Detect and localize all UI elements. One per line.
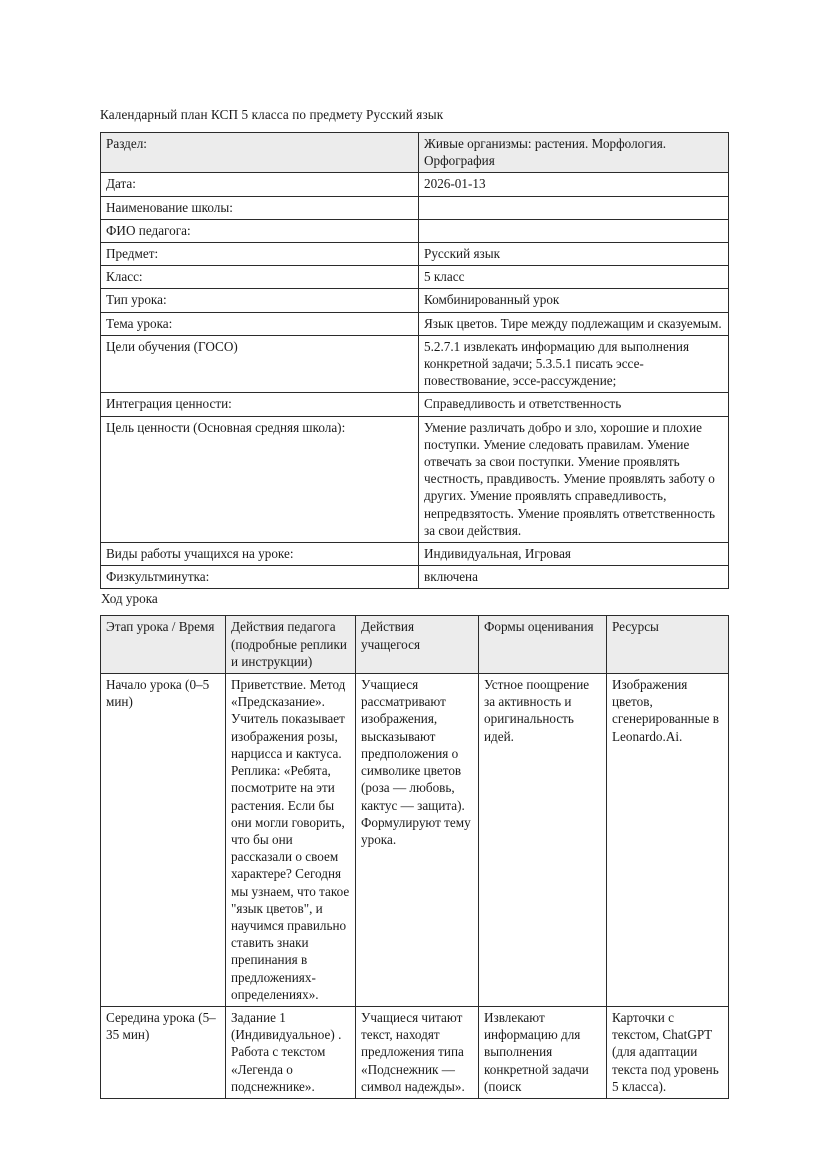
student-actions-cell: Учащиеся читают текст, находят предложения типа «Подснежник — символ надежды». bbox=[356, 1006, 479, 1098]
info-row-value: Русский язык bbox=[419, 243, 729, 266]
info-row-label: Интеграция ценности: bbox=[101, 393, 419, 416]
info-row-label: Тема урока: bbox=[101, 312, 419, 335]
info-row-value: 5 класс bbox=[419, 266, 729, 289]
table-row bbox=[101, 219, 729, 242]
info-row-label: ФИО педагога: bbox=[101, 219, 419, 242]
column-header: Действия педагога (подробные реплики и инструкции) bbox=[226, 616, 356, 674]
info-row-value: Живые организмы: растения. Морфология. Орфография bbox=[419, 133, 729, 173]
info-row-value: 2026-01-13 bbox=[419, 173, 729, 196]
table-row bbox=[101, 566, 729, 589]
info-row-value: Комбинированный урок bbox=[419, 289, 729, 312]
column-header: Ресурсы bbox=[607, 616, 729, 674]
lesson-info-table bbox=[100, 132, 729, 589]
page-title: Календарный план КСП 5 класса по предмету Русский язык bbox=[100, 107, 444, 122]
info-row-label: Цель ценности (Основная средняя школа): bbox=[101, 416, 419, 542]
table-row bbox=[101, 312, 729, 335]
info-row-label: Тип урока: bbox=[101, 289, 419, 312]
info-row-value: Справедливость и ответственность bbox=[419, 393, 729, 416]
assessment-cell: Устное поощрение за активность и оригинальность идей. bbox=[479, 674, 607, 1007]
lesson-info-body bbox=[101, 133, 729, 589]
table-row bbox=[101, 173, 729, 196]
column-header: Формы оценивания bbox=[479, 616, 607, 674]
info-row-value bbox=[419, 196, 729, 219]
student-actions-cell: Учащиеся рассматривают изображения, высказывают предположения о символике цветов (роза — любовь, кактус — защита). Формулируют тему урока. bbox=[356, 674, 479, 1007]
info-row-label: Раздел: bbox=[101, 133, 419, 173]
table-row bbox=[101, 674, 729, 1007]
table-row bbox=[101, 393, 729, 416]
info-row-label: Виды работы учащихся на уроке: bbox=[101, 543, 419, 566]
info-row-label: Дата: bbox=[101, 173, 419, 196]
table-row bbox=[101, 133, 729, 173]
stage-cell: Середина урока (5–35 мин) bbox=[101, 1006, 226, 1098]
resources-cell: Карточки с текстом, ChatGPT (для адаптации текста под уровень 5 класса). bbox=[607, 1006, 729, 1098]
stage-cell: Начало урока (0–5 мин) bbox=[101, 674, 226, 1007]
lesson-flow-body bbox=[101, 674, 729, 1099]
teacher-actions-cell: Задание 1 (Индивидуальное) . Работа с текстом «Легенда о подснежнике». bbox=[226, 1006, 356, 1098]
info-row-label: Наименование школы: bbox=[101, 196, 419, 219]
info-row-label: Класс: bbox=[101, 266, 419, 289]
table-row bbox=[101, 416, 729, 542]
info-row-value: Язык цветов. Тире между подлежащим и сказуемым. bbox=[419, 312, 729, 335]
info-row-label: Физкультминутка: bbox=[101, 566, 419, 589]
teacher-actions-cell: Приветствие. Метод «Предсказание». Учитель показывает изображения розы, нарцисса и кактуса. Реплика: «Ребята, посмотрите на эти растения. Если бы они могли говорить, что бы они рассказали о своем характере? Сегодня мы узнаем, что такое "язык цветов", и научимся правильно ставить знаки препинания в предложениях-определениях». bbox=[226, 674, 356, 1007]
info-row-value: Индивидуальная, Игровая bbox=[419, 543, 729, 566]
table-row bbox=[101, 196, 729, 219]
table-row bbox=[101, 266, 729, 289]
lesson-flow-head bbox=[101, 616, 729, 674]
table-row bbox=[101, 289, 729, 312]
column-header: Этап урока / Время bbox=[101, 616, 226, 674]
table-row bbox=[101, 543, 729, 566]
info-row-value bbox=[419, 219, 729, 242]
table-row bbox=[101, 243, 729, 266]
info-row-label: Предмет: bbox=[101, 243, 419, 266]
column-header: Действия учащегося bbox=[356, 616, 479, 674]
lesson-flow-label: Ход урока bbox=[101, 591, 158, 607]
table-header-row bbox=[101, 616, 729, 674]
info-row-value: включена bbox=[419, 566, 729, 589]
resources-cell: Изображения цветов, сгенерированные в Leonardo.Ai. bbox=[607, 674, 729, 1007]
lesson-flow-table bbox=[100, 615, 729, 1098]
table-row bbox=[101, 335, 729, 393]
info-row-label: Цели обучения (ГОСО) bbox=[101, 335, 419, 393]
assessment-cell: Извлекают информацию для выполнения конкретной задачи (поиск bbox=[479, 1006, 607, 1098]
info-row-value: Умение различать добро и зло, хорошие и плохие поступки. Умение следовать правилам. Умение отвечать за свои поступки. Умение проявлять честность, правдивость. Умение проявлять заботу о других. Умение проявлять справедливость, непредвзятость. Умение проявлять ответственность за свои действия. bbox=[419, 416, 729, 542]
table-row bbox=[101, 1006, 729, 1098]
info-row-value: 5.2.7.1 извлекать информацию для выполнения конкретной задачи; 5.3.5.1 писать эссе-повествование, эссе-рассуждение; bbox=[419, 335, 729, 393]
